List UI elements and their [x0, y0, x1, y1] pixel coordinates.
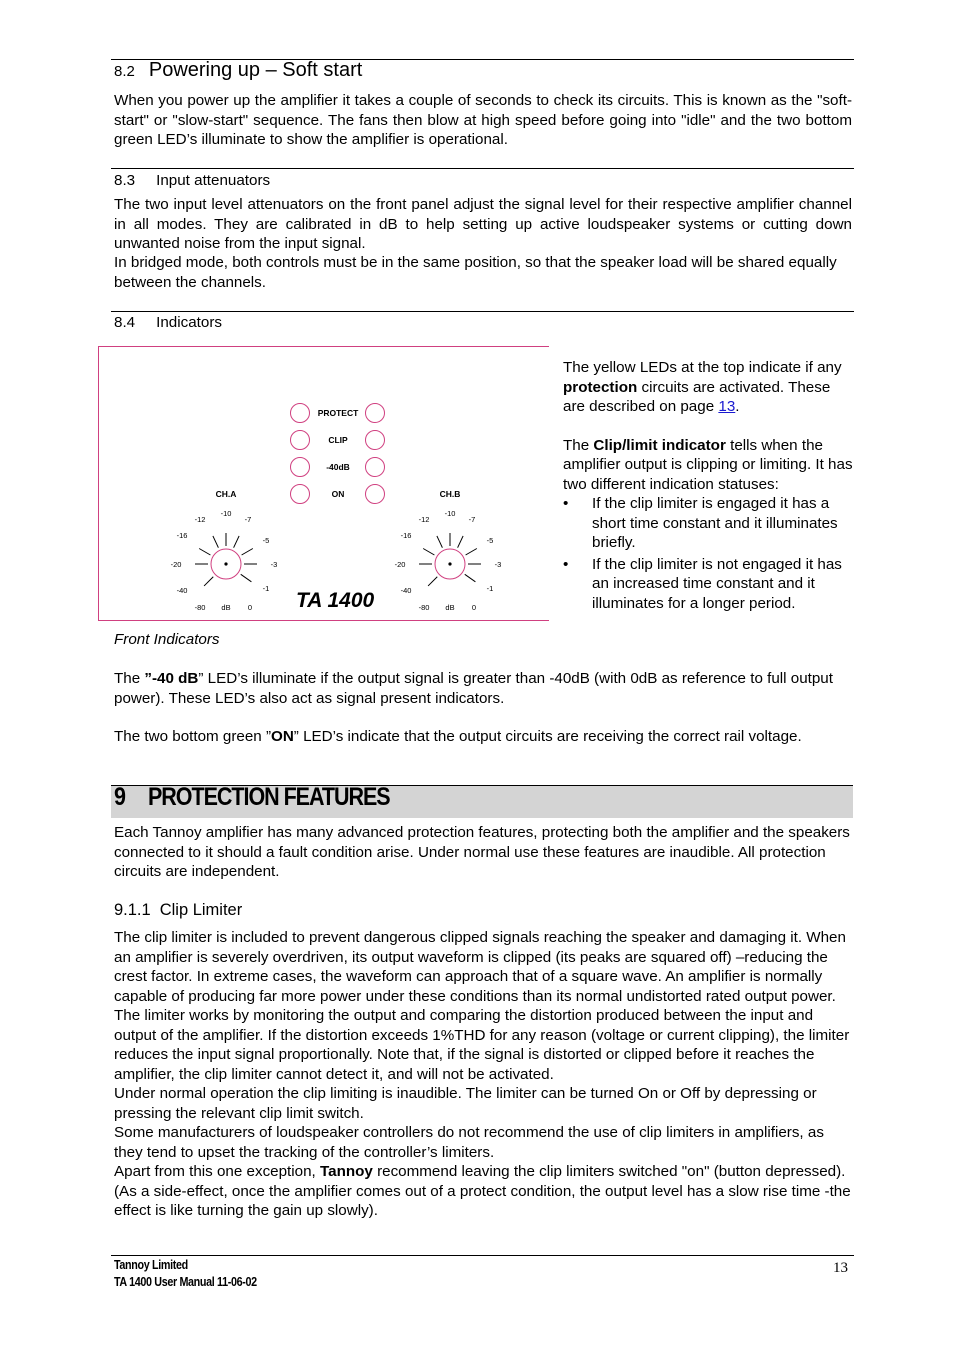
scale-label: -10	[444, 509, 456, 518]
scale-label: -16	[400, 531, 412, 540]
heading-8-4	[114, 313, 222, 333]
bold-run: Clip/limit indicator	[593, 436, 726, 454]
paragraph-on-led	[114, 727, 852, 747]
knob-center	[224, 562, 227, 565]
heading-8-2	[114, 61, 362, 82]
led-indicator	[291, 458, 310, 477]
heading-8-3	[114, 171, 270, 191]
heading-number: 8.4	[114, 314, 136, 331]
list-item	[563, 555, 853, 614]
scale-tick	[234, 536, 239, 548]
paragraph: The clip limiter is included to prevent dangerous clipped signals reaching the speaker and damaging it. When an amplifier is severely overdriven, its output waveform is clipped (its peaks are squared off) –reducing the crest factor. In extreme cases, the waveform can approach that of a square wave. An amplifier is normally capable of producing far more power under these conditions than its normal undistorted rated output power.	[114, 929, 846, 1005]
scale-tick	[423, 549, 434, 556]
scale-tick	[458, 536, 463, 548]
page-link[interactable]: 13	[718, 398, 736, 415]
protection-paragraph	[563, 358, 853, 417]
text-run: recommend leaving the clip limiters switched "on" (button depressed). (As a side-effect, once the amplifier comes out of a protect condition, the output level has a slow rise time -the effect is like turning the gain up slowly).	[114, 1163, 851, 1219]
heading-number: 8.2	[114, 63, 135, 80]
text-run: The	[114, 670, 145, 687]
paragraph: Some manufacturers of loudspeaker controllers do not recommend the use of clip limiters in amplifiers, as they tend to upset the tracking of the controller’s limiters.	[114, 1124, 824, 1161]
heading-number: 9	[114, 783, 125, 811]
bullet-glyph: •	[563, 495, 569, 512]
scale-tick	[242, 549, 253, 556]
text-run: Apart from this one exception,	[114, 1163, 320, 1180]
paragraph: Under normal operation the clip limiting is inaudible. The limiter can be turned On or Off by depressing or pressing the relevant clip limit switch.	[114, 1085, 817, 1122]
led-indicator	[366, 431, 385, 450]
paragraph-40db	[114, 669, 852, 708]
list-item-text: If the clip limiter is engaged it has a short time constant and it illuminates briefly.	[592, 495, 838, 551]
scale-label: -1	[262, 584, 270, 593]
led-label-on: ON	[331, 489, 345, 499]
heading-title: Input attenuators	[156, 172, 271, 189]
text-run: The yellow LEDs at the top indicate if any	[563, 359, 842, 376]
scale-label: 0	[247, 603, 253, 612]
text-run: The two bottom green ”	[114, 728, 272, 745]
heading-number: 8.3	[114, 172, 136, 189]
led-label-clip: CLIP	[328, 435, 348, 445]
scale-label: -7	[468, 515, 476, 524]
footer-company: Tannoy Limited	[114, 1258, 188, 1272]
heading-title: Indicators	[156, 314, 222, 331]
scale-tick	[204, 577, 213, 586]
paragraph	[114, 1162, 852, 1221]
front-panel-svg	[99, 347, 549, 620]
bold-run: Tannoy	[319, 1163, 373, 1180]
scale-label: -40	[400, 586, 412, 595]
paragraph-attenuators: The two input level attenuators on the front panel adjust the signal level for their respective amplifier channel in all modes. They are calibrated in dB to help setting up active loudspeaker systems or cutting down unwanted noise from the input signal.	[114, 196, 852, 252]
led-indicator	[366, 404, 385, 423]
section-divider	[111, 311, 854, 312]
paragraph-protection-intro: Each Tannoy amplifier has many advanced protection features, protecting both the amplifier and the speakers connected to it should a fault condition arise. Under normal use these features are inaudible. All protection circuits are independent.	[114, 824, 850, 880]
footer-manual: TA 1400 User Manual 11-06-02	[114, 1275, 257, 1289]
scale-label: -12	[194, 515, 206, 524]
bold-run: ON	[271, 728, 294, 745]
heading-9-bar	[111, 785, 853, 818]
led-indicator	[291, 485, 310, 504]
bold-run: protection	[563, 378, 638, 396]
text-run: tells when the amplifier output is clipping or limiting. It has two different indication statuses:	[563, 436, 853, 493]
scale-label: 0	[471, 603, 477, 612]
scale-label: -7	[244, 515, 252, 524]
clip-indicator-paragraph	[563, 436, 853, 495]
page-number: 13	[833, 1260, 848, 1276]
heading-title: Powering up – Soft start	[148, 59, 363, 81]
scale-tick	[199, 549, 210, 556]
scale-label: -16	[176, 531, 188, 540]
attenuator-knob-b	[395, 509, 502, 612]
paragraph-soft-start: When you power up the amplifier it takes a couple of seconds to check its circuits. This is known as the "soft-start" or "slow-start" sequence. The fans then blow at high speed before going into "idle" and the two bottom green LED’s illuminate to show the amplifier is operational.	[114, 92, 852, 148]
scale-tick	[437, 536, 442, 548]
heading-number: 9.1.1	[114, 901, 151, 919]
figure-caption: Front Indicators	[114, 631, 220, 648]
bold-run: ”-40 dB	[144, 670, 199, 687]
scale-label: -20	[170, 560, 182, 569]
scale-label: -3	[494, 560, 502, 569]
scale-tick	[213, 536, 218, 548]
scale-label: -80	[194, 603, 206, 612]
text-run: ” LED’s indicate that the output circuits are receiving the correct rail voltage.	[293, 728, 802, 745]
scale-tick	[428, 577, 437, 586]
knob-center	[448, 562, 451, 565]
indicator-description	[563, 358, 853, 613]
scale-tick	[241, 574, 252, 581]
scale-tick	[465, 574, 476, 581]
list-item	[563, 494, 853, 553]
footer-divider	[111, 1255, 854, 1256]
heading-9-1-1	[114, 901, 242, 921]
scale-label: -20	[394, 560, 406, 569]
scale-label: dB	[445, 603, 455, 612]
channel-a-label: CH.A	[215, 489, 237, 499]
scale-label: -12	[418, 515, 430, 524]
scale-label: -5	[262, 536, 270, 545]
scale-label: -40	[176, 586, 188, 595]
front-panel-illustration	[98, 346, 549, 621]
paragraph-bridged-mode: In bridged mode, both controls must be in the same position, so that the speaker load will be shared equally between the channels.	[114, 254, 837, 291]
section-divider	[111, 168, 854, 169]
list-item-text: If the clip limiter is not engaged it has an increased time constant and it illuminates for a longer period.	[592, 555, 842, 612]
scale-label: -10	[220, 509, 232, 518]
attenuator-knob-a	[171, 509, 278, 612]
model-logo: TA 1400	[296, 589, 375, 612]
channel-b-label: CH.B	[439, 489, 461, 499]
scale-label: dB	[221, 603, 231, 612]
scale-label: -5	[486, 536, 494, 545]
clip-limiter-body	[114, 928, 852, 1221]
led-indicator	[291, 431, 310, 450]
led-label-40db: -40dB	[326, 462, 350, 472]
scale-label: -1	[486, 584, 494, 593]
scale-label: -3	[270, 560, 278, 569]
heading-title: Clip Limiter	[159, 901, 243, 919]
text-run: .	[735, 398, 740, 415]
led-indicator	[291, 404, 310, 423]
bullet-glyph: •	[563, 555, 569, 573]
led-indicator	[366, 458, 385, 477]
paragraph: The limiter works by monitoring the output and comparing the distortion produced between the input and output of the amplifier. If the distortion exceeds 1%THD for any reason (voltage or current clipping), the limiter reduces the input signal proportionally. Note that, if the signal is distorted or clipped before it reaches the amplifier, the clip limiter cannot detect it, and will not be activated.	[114, 1007, 850, 1083]
heading-title: PROTECTION FEATURES	[148, 783, 390, 811]
led-label-protect: PROTECT	[317, 408, 359, 418]
text-run: circuits are activated. These are described on page	[563, 378, 831, 415]
text-run: ” LED’s illuminate if the output signal is greater than -40dB (with 0dB as reference to full output power). These LED’s also act as signal present indicators.	[114, 670, 833, 707]
led-indicator	[366, 485, 385, 504]
text-run: The	[563, 436, 594, 454]
status-list	[563, 494, 853, 613]
scale-label: -80	[418, 603, 430, 612]
scale-tick	[466, 549, 477, 556]
